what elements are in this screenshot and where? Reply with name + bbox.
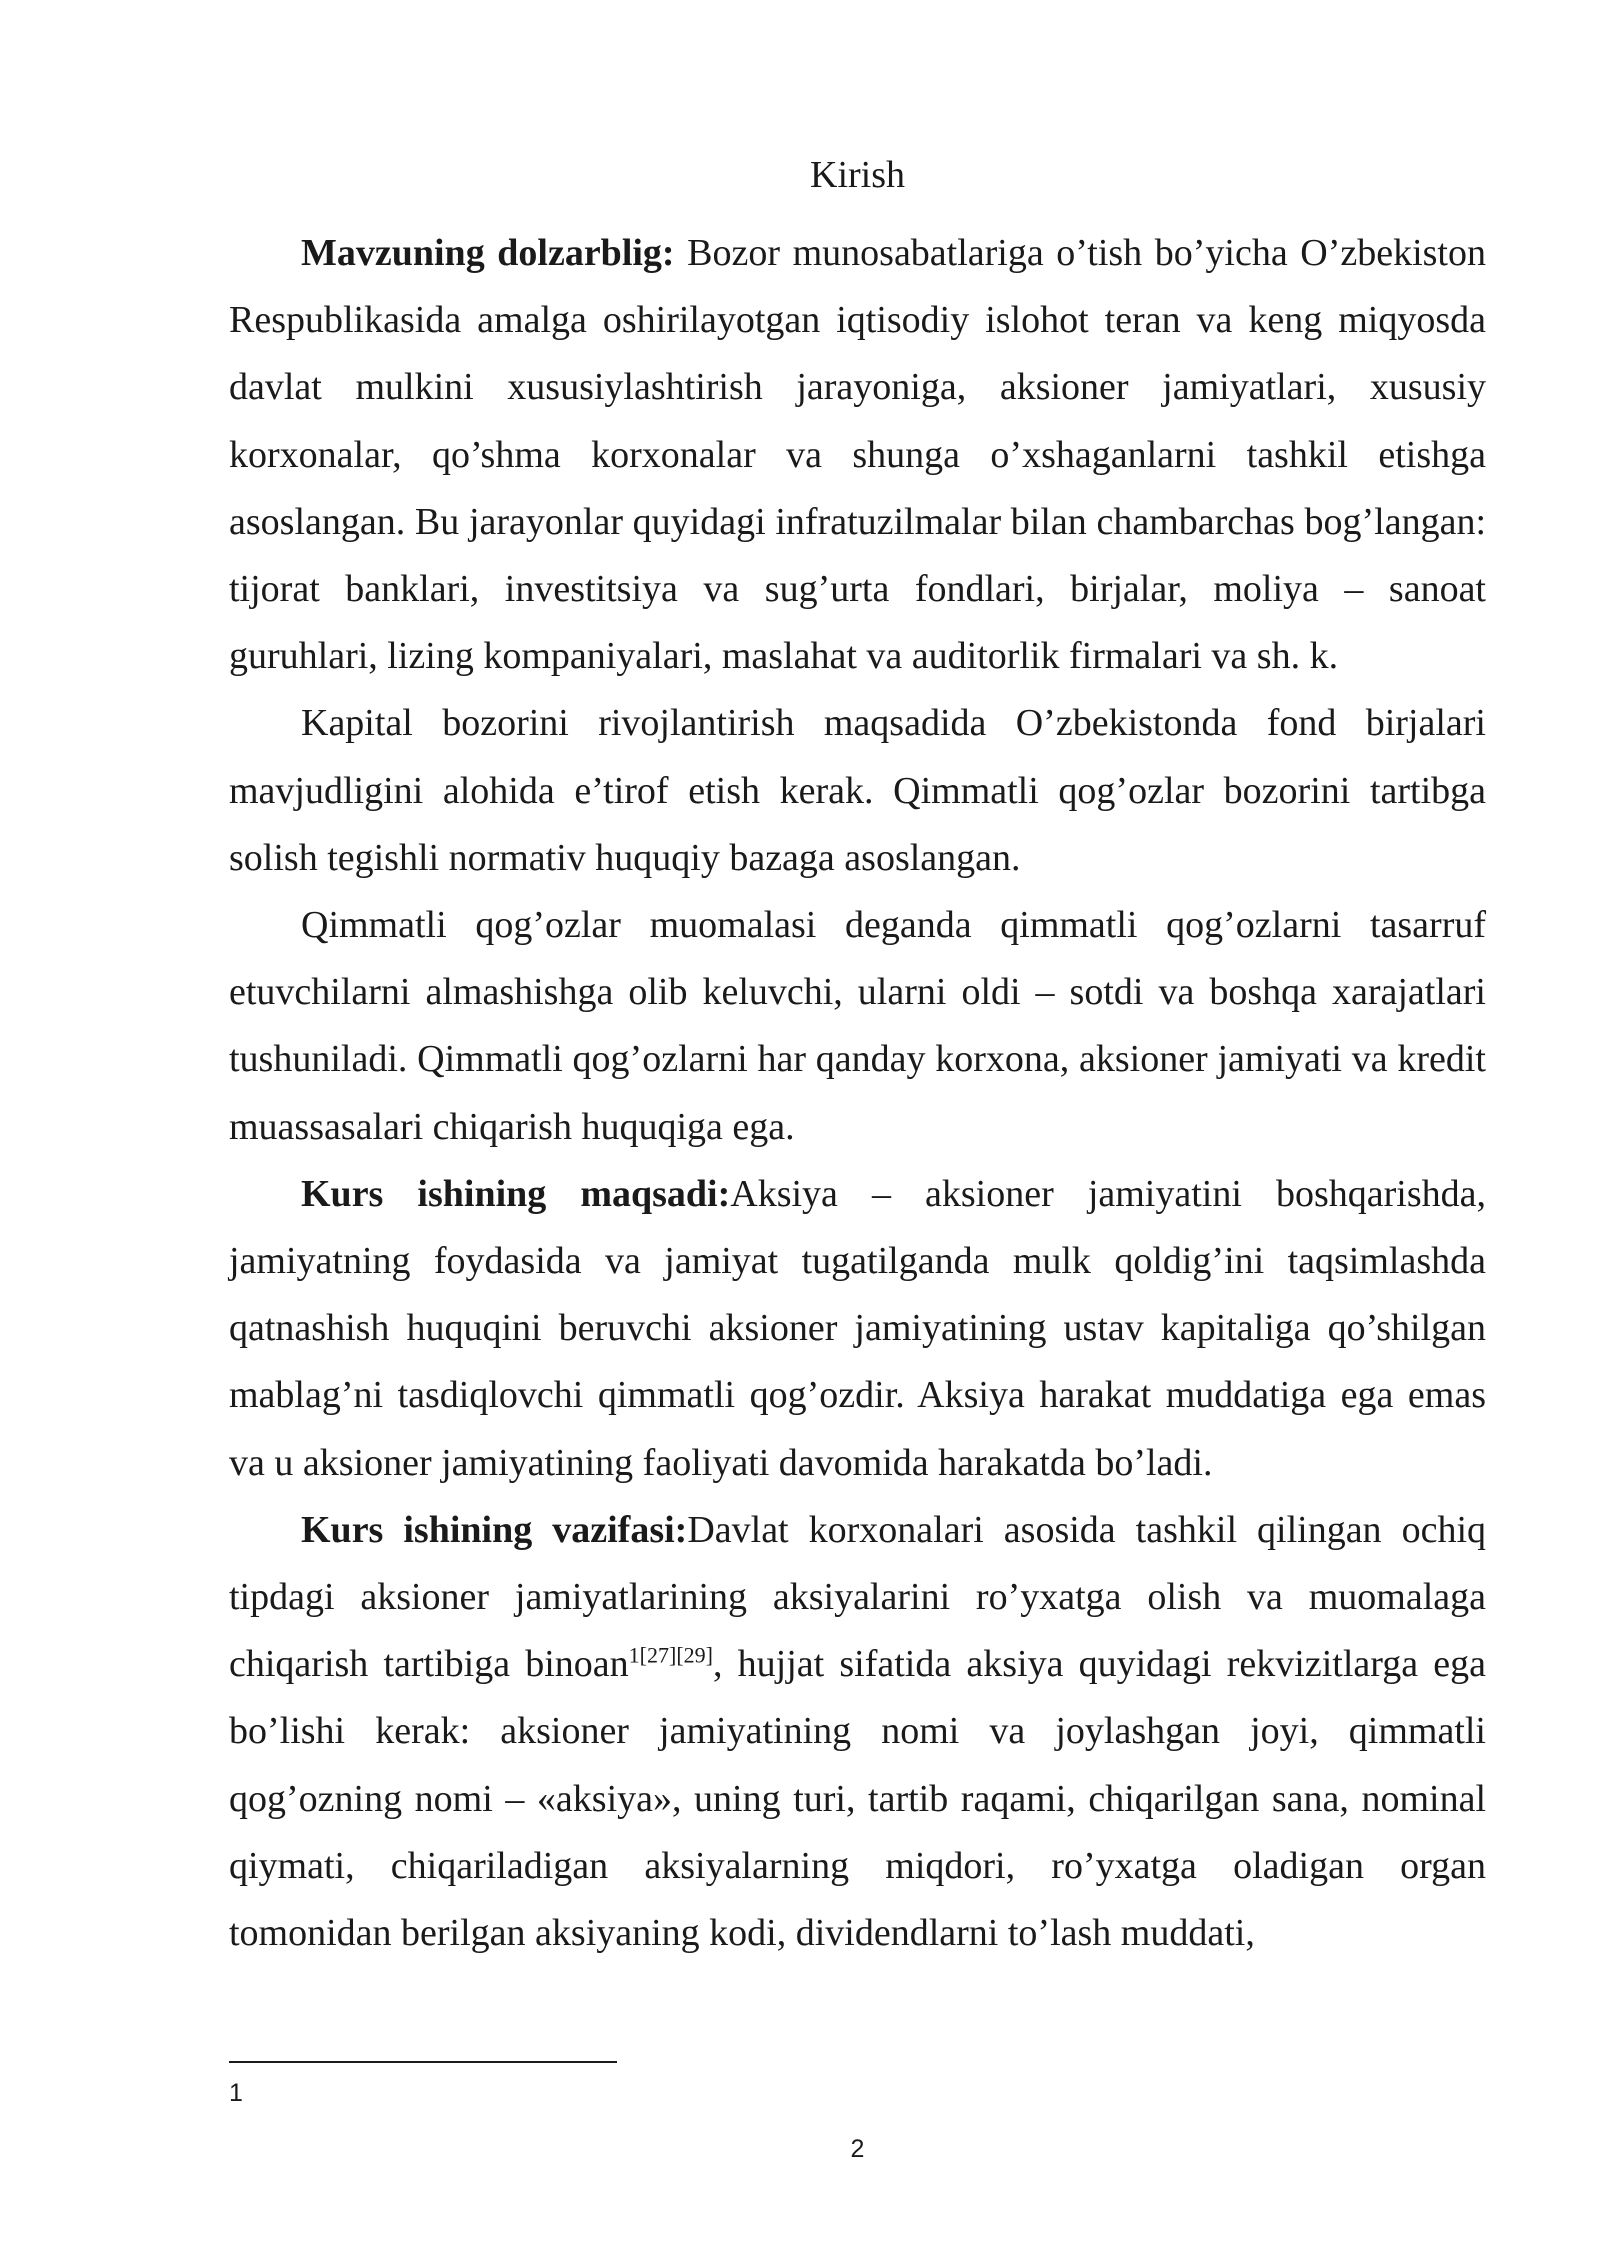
document-body [229, 220, 1486, 1967]
paragraph-qimmatli-qogozlar [229, 892, 1486, 1161]
paragraph-label: Kurs ishining vazifasi: [301, 1508, 688, 1551]
footnote-marker: 1 [229, 2079, 243, 2107]
paragraph-text: Aksiya – aksioner jamiyatini boshqarishda, jamiyatning foydasida va jamiyat tugatilganda mulk qoldig’ini taqsimlashda qatnashish huquqini beruvchi aksioner jamiyatining ustav kapitaliga qo’shilgan mablag’ni tasdiqlovchi qimmatli qog’ozdir. Aksiya harakat muddatiga ega emas va u aksioner jamiyatining faoliyati davomida harakatda bo’ladi. [229, 1172, 1486, 1484]
page-title: Kirish [810, 154, 905, 196]
paragraph-text-continued: , hujjat sifatida aksiya quyidagi rekvizitlarga ega bo’lishi kerak: aksioner jamiyatining nomi va joylashgan joyi, qimmatli qog’ozning nomi – «aksiya», uning turi, tartib raqami, chiqarilgan sana, nominal qiymati, chiqariladigan aksiyalarning miqdori, ro’yxatga oladigan organ tomonidan berilgan aksiyaning kodi, dividendlarni to’lash muddati, [229, 1643, 1486, 1955]
paragraph-label: Kurs ishining maqsadi: [301, 1172, 731, 1215]
paragraph-text: Davlat korxonalari asosida tashkil qilingan ochiq tipdagi aksioner jamiyatlarining aksiyalarini ro’yxatga olish va muomalaga chiqarish tartibiga binoan [229, 1508, 1486, 1686]
footnote-reference[interactable]: 1[27][29] [628, 1642, 713, 1668]
paragraph-text: Bozor munosabatlariga o’tish bo’yicha O’zbekiston Respublikasida amalga oshirilayotgan iqtisodiy islohot teran va keng miqyosda davlat mulkini xususiylashtirish jarayoniga, aksioner jamiyatlari, xususiy korxonalar, qo’shma korxonalar va shunga o’xshaganlarni tashkil etishga asoslangan. Bu jarayonlar quyidagi infratuzilmalar bilan chambarchas bog’langan: tijorat banklari, investitsiya va sug’urta fondlari, birjalar, moliya – sanoat guruhlari, lizing kompaniyalari, maslahat va auditorlik firmalari va sh. k. [229, 232, 1486, 678]
paragraph-text: Qimmatli qog’ozlar muomalasi deganda qimmatli qog’ozlarni tasarruf etuvchilarni almashishga olib keluvchi, ularni oldi – sotdi va boshqa xarajatlari tushuniladi. Qimmatli qog’ozlarni har qanday korxona, aksioner jamiyati va kredit muassasalari chiqarish huquqiga ega. [229, 904, 1486, 1148]
page-number: 2 [850, 2135, 865, 2163]
paragraph-kapital-bozori [229, 690, 1486, 892]
paragraph-kurs-ishining-maqsadi [229, 1161, 1486, 1497]
paragraph-label: Mavzuning dolzarblig: [301, 232, 675, 274]
paragraph-mavzuning-dolzarblig [229, 220, 1486, 690]
paragraph-kurs-ishining-vazifasi [229, 1497, 1486, 1967]
footnote-separator [229, 2061, 617, 2063]
paragraph-text: Kapital bozorini rivojlantirish maqsadida O’zbekistonda fond birjalari mavjudligini alohida e’tirof etish kerak. Qimmatli qog’ozlar bozorini tartibga solish tegishli normativ huquqiy bazaga asoslangan. [229, 702, 1486, 879]
